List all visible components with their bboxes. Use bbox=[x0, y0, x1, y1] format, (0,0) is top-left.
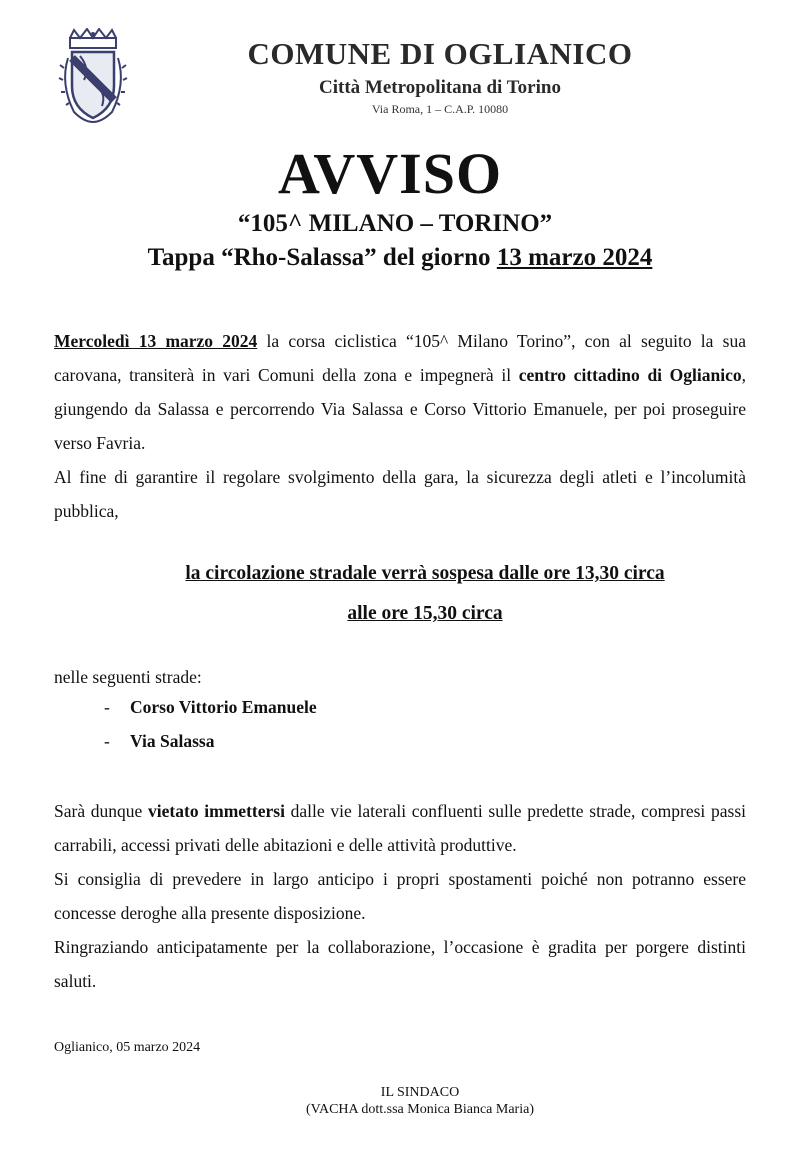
intro-text-a: la corsa ciclistica “105^ Milano Torino”, con al seguito la sua carovana, transiterà in vari Comuni della zona e impegnerà il bbox=[54, 331, 747, 385]
paragraph-intro bbox=[54, 324, 746, 460]
municipality-name: COMUNE DI OGLIANICO bbox=[247, 36, 633, 71]
rules-text-c: dalle vie laterali confluenti sulle predette strade, compresi passi carrabili, accessi privati delle abitazioni e delle attività produttive. bbox=[54, 801, 746, 855]
prohibition: vietato immettersi bbox=[148, 801, 285, 821]
stage-prefix: Tappa “Rho-Salassa” del giorno bbox=[147, 244, 497, 271]
rules-text-a: Sarà dunque bbox=[54, 801, 149, 821]
intro-text-c: , giungendo da Salassa e percorrendo Via Salassa e Corso Vittorio Emanuele, per poi proseguire verso Favria. bbox=[54, 365, 747, 453]
place-date: Oglianico, 05 marzo 2024 bbox=[54, 1040, 201, 1055]
list-dash: - bbox=[104, 731, 110, 751]
metropolitan-city: Città Metropolitana di Torino bbox=[319, 77, 561, 98]
stage-line bbox=[0, 244, 800, 272]
address: Via Roma, 1 – C.A.P. 10080 bbox=[371, 102, 509, 116]
street-name: Corso Vittorio Emanuele bbox=[130, 697, 317, 717]
rules-sentence bbox=[54, 794, 746, 862]
notice-title: AVVISO bbox=[277, 141, 503, 206]
list-item bbox=[104, 697, 317, 718]
stage-date: 13 marzo 2024 bbox=[496, 244, 653, 271]
list-dash: - bbox=[104, 697, 110, 717]
race-title: “105^ MILANO – TORINO” bbox=[237, 210, 553, 237]
closure-line-1: la circolazione stradale verrà sospesa dalle ore 13,30 circa bbox=[185, 563, 665, 584]
signature-title: IL SINDACO bbox=[380, 1085, 460, 1100]
list-item bbox=[104, 731, 214, 752]
signature-name: (VACHA dott.ssa Monica Bianca Maria) bbox=[306, 1102, 534, 1117]
advice-sentence: Si consiglia di prevedere in largo anticipo i propri spostamenti poiché non potranno essere concesse deroghe alla presente disposizione. bbox=[54, 869, 746, 923]
closing-sentence: Ringraziando anticipatamente per la collaborazione, l’occasione è gradita per porgere distinti saluti. bbox=[54, 937, 746, 991]
town-centre: centro cittadino di Oglianico bbox=[518, 365, 742, 385]
paragraph-rules bbox=[54, 794, 746, 998]
event-date: Mercoledì 13 marzo 2024 bbox=[54, 331, 258, 351]
street-name: Via Salassa bbox=[130, 731, 215, 751]
paragraph-purpose: Al fine di garantire il regolare svolgimento della gara, la sicurezza degli atleti e l’incolumità pubblica, bbox=[54, 467, 746, 521]
closure-line-2: alle ore 15,30 circa bbox=[347, 603, 503, 624]
streets-intro: nelle seguenti strade: bbox=[54, 667, 202, 687]
